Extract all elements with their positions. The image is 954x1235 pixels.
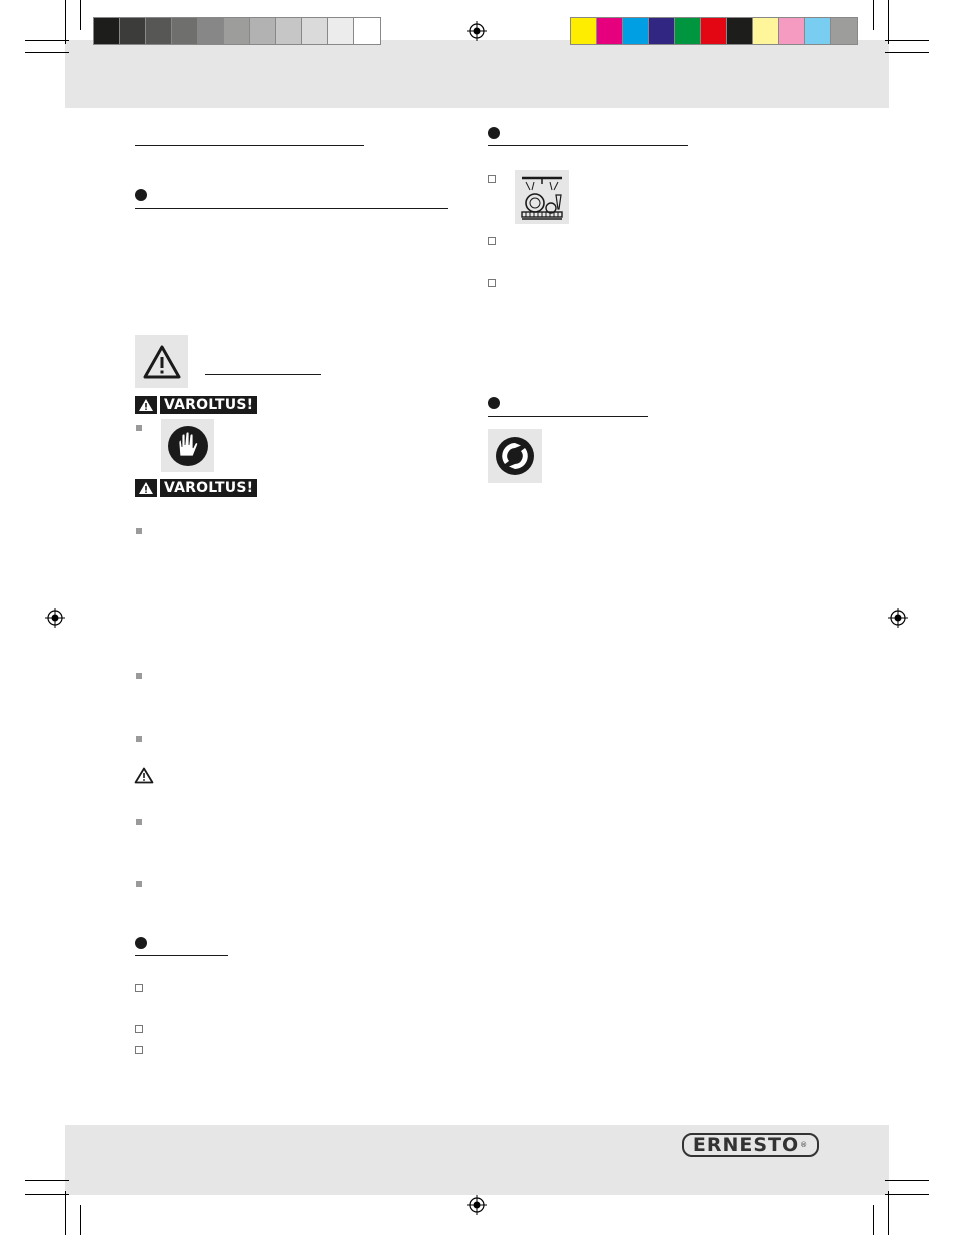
checkbox-bullet (488, 237, 496, 245)
header-band (65, 40, 889, 108)
process-color-swatch (623, 18, 649, 44)
process-color-swatch (753, 18, 779, 44)
warning-label: VAROLTUS! (160, 479, 257, 497)
list-bullet (136, 673, 142, 679)
logo-text: ERNESTO (692, 1134, 800, 1156)
warning-triangle-icon (135, 479, 157, 497)
heading-rule (135, 145, 364, 146)
list-bullet (136, 819, 142, 825)
checkbox-bullet (488, 175, 496, 183)
checkbox-bullet (135, 1046, 143, 1054)
warning-badge (135, 479, 257, 497)
registration-mark-icon (45, 608, 65, 628)
gloves-icon-box (161, 419, 214, 472)
process-color-swatch (701, 18, 727, 44)
registration-mark-icon (467, 21, 487, 41)
section-heading-rule (135, 955, 228, 956)
crop-mark (888, 1191, 889, 1235)
section-heading-rule (488, 145, 688, 146)
list-bullet (136, 425, 142, 431)
registration-mark-icon (467, 1195, 487, 1215)
registration-mark-icon (888, 608, 908, 628)
crop-mark (885, 52, 929, 53)
warning-badge (135, 396, 257, 414)
warning-label: VAROLTUS! (160, 396, 257, 414)
crop-mark (80, 0, 81, 30)
process-color-swatch (675, 18, 701, 44)
section-heading-rule (488, 416, 648, 417)
checkbox-bullet (488, 279, 496, 287)
gray-swatch (94, 18, 120, 44)
registered-trademark-mark: ® (800, 1141, 809, 1149)
crop-mark (65, 0, 66, 44)
crop-mark (888, 0, 889, 44)
crop-mark (80, 1205, 81, 1235)
crop-mark (25, 1194, 69, 1195)
gray-swatch (198, 18, 224, 44)
warning-triangle-icon (142, 344, 182, 380)
grayscale-calibration-bar (93, 17, 381, 45)
gray-swatch (354, 18, 380, 44)
list-bullet (136, 736, 142, 742)
protective-gloves-icon (167, 425, 209, 467)
process-color-swatch (727, 18, 753, 44)
gray-swatch (120, 18, 146, 44)
crop-mark (25, 40, 69, 41)
gray-swatch (302, 18, 328, 44)
crop-mark (25, 52, 69, 53)
section-marker-icon (135, 189, 147, 201)
process-color-swatch (597, 18, 623, 44)
section-marker-icon (135, 937, 147, 949)
warning-triangle-icon (135, 396, 157, 414)
dishwasher-safe-icon (518, 173, 566, 221)
process-color-swatch (779, 18, 805, 44)
gray-swatch (146, 18, 172, 44)
subheading-rule (205, 374, 321, 375)
dishwasher-icon-box (515, 170, 569, 224)
process-color-swatch (831, 18, 857, 44)
process-color-swatch (571, 18, 597, 44)
gray-swatch (250, 18, 276, 44)
gray-swatch (328, 18, 354, 44)
section-marker-icon (488, 127, 500, 139)
section-heading-rule (135, 208, 448, 209)
gray-swatch (172, 18, 198, 44)
list-bullet (136, 881, 142, 887)
list-bullet (136, 528, 142, 534)
process-color-swatch (805, 18, 831, 44)
crop-mark (885, 1180, 929, 1181)
crop-mark (873, 1205, 874, 1235)
ernesto-logo (682, 1133, 819, 1157)
process-color-swatch (649, 18, 675, 44)
checkbox-bullet (135, 984, 143, 992)
crop-mark (885, 40, 929, 41)
recycling-icon-box (488, 429, 542, 483)
crop-mark (873, 0, 874, 30)
process-color-calibration-bar (570, 17, 858, 45)
caution-icon-box (135, 335, 188, 388)
gray-swatch (276, 18, 302, 44)
gray-swatch (224, 18, 250, 44)
section-marker-icon (488, 397, 500, 409)
crop-mark (885, 1194, 929, 1195)
crop-mark (65, 1191, 66, 1235)
crop-mark (25, 1180, 69, 1181)
green-dot-recycling-icon (494, 435, 536, 477)
checkbox-bullet (135, 1025, 143, 1033)
warning-triangle-icon (134, 767, 154, 784)
